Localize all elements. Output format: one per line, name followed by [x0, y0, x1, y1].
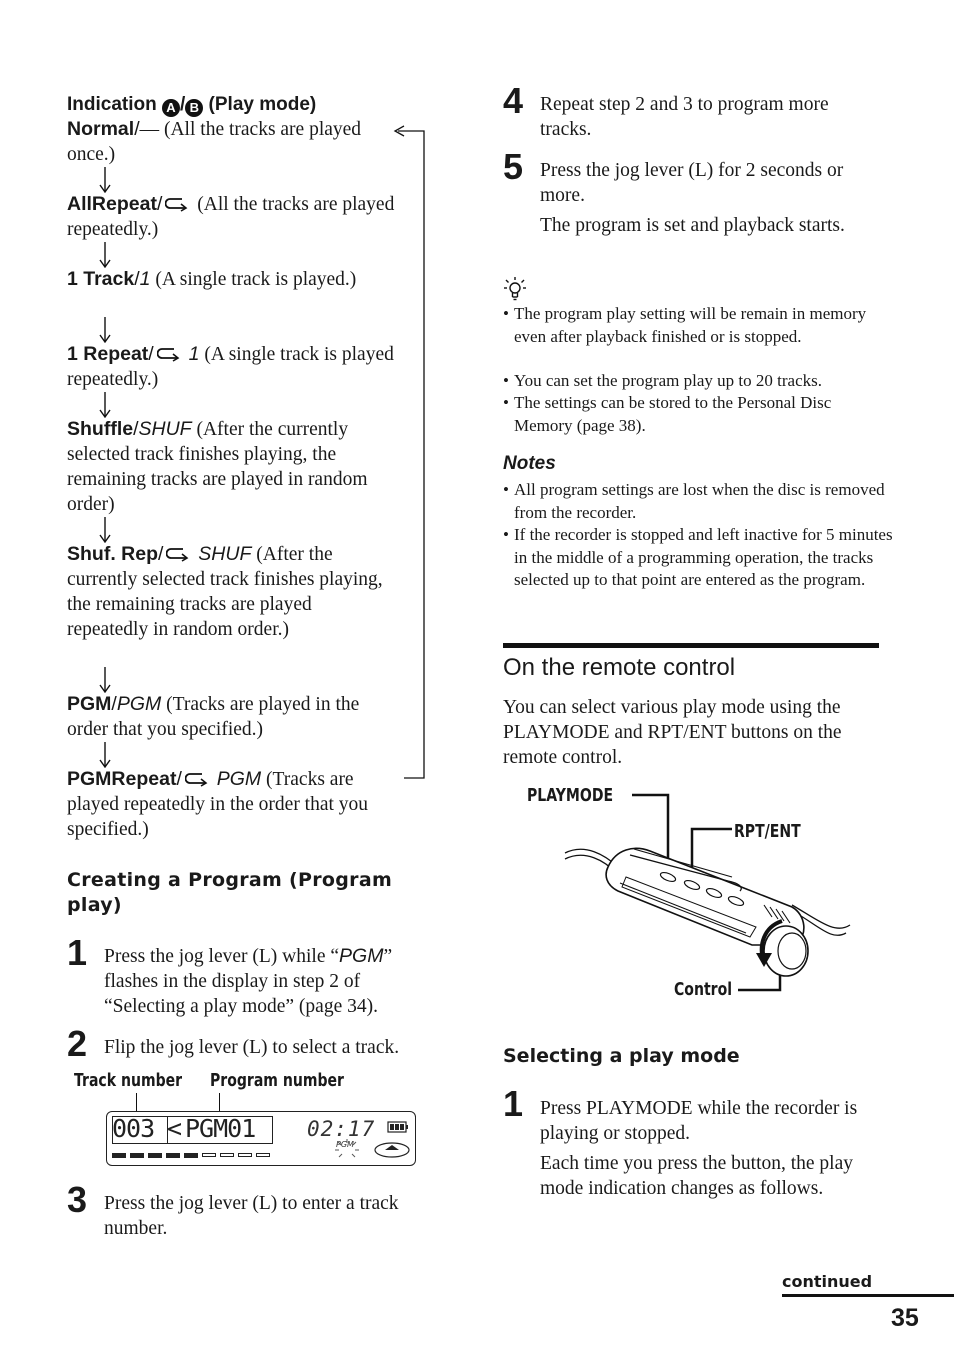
level-meter	[112, 1153, 272, 1159]
step-number: 2	[67, 1023, 88, 1064]
repeat-icon	[166, 547, 190, 562]
section-rule	[503, 643, 879, 648]
lcd-track-value: 003	[112, 1114, 155, 1143]
continued-label: continued	[782, 1272, 873, 1291]
step-text: Press the jog lever (L) to enter a track number.	[104, 1193, 399, 1239]
badge-a-icon: A	[162, 99, 180, 117]
arrow-down-icon	[98, 317, 112, 343]
mode-1-track: 1 Track/1 (A single track is played.)	[67, 268, 357, 290]
remote-intro: You can select various play mode using the PLAYMODE and RPT/ENT buttons on the remote control.	[503, 697, 842, 768]
repeat-icon	[185, 772, 209, 787]
step-text: Repeat step 2 and 3 to program more tracks.	[540, 94, 829, 140]
remote-control-illustration	[560, 785, 860, 1000]
program-number-label: Program number	[210, 1070, 344, 1091]
disc-icon	[373, 1141, 411, 1159]
creating-program-heading: Creating a Program (Program play)	[67, 869, 393, 916]
playmode-label: PLAYMODE	[527, 785, 614, 806]
footer-rule	[782, 1294, 954, 1297]
lcd-time-value: 02:17	[307, 1117, 376, 1141]
indication-heading: Indication A / B (Play mode)	[67, 94, 317, 115]
tip-item: • You can set the program play up to 20 tracks.	[503, 371, 822, 390]
mode-normal: Normal/— (All the tracks are played once.)	[67, 118, 362, 165]
note-item: • If the recorder is stopped and left inactive for 5 minutes in the middle of a programming operation, the tracks selected up to that point are entered as the program.	[503, 525, 893, 589]
lcd-chevron: <	[167, 1114, 183, 1143]
tip-lightbulb-icon	[503, 276, 527, 302]
mode-allrepeat: AllRepeat/ (All the tracks are played repeatedly.)	[67, 193, 395, 240]
step-number: 1	[503, 1083, 524, 1124]
step-text: Press PLAYMODE while the recorder is playing or stopped.	[540, 1098, 858, 1144]
repeat-icon	[165, 197, 189, 212]
step-result-text: Each time you press the button, the play mode indication changes as follows.	[540, 1153, 854, 1199]
step-number: 3	[67, 1179, 88, 1220]
rpt-ent-label: RPT/ENT	[734, 821, 801, 842]
step-text: Flip the jog lever (L) to select a track.	[104, 1037, 400, 1058]
lcd-pgm-small: PGM	[336, 1140, 354, 1149]
tip-item: • The settings can be stored to the Personal Disc Memory (page 38).	[503, 393, 832, 435]
remote-heading: On the remote control	[503, 654, 736, 681]
badge-b-icon: B	[185, 99, 203, 117]
arrow-down-icon	[98, 167, 112, 193]
page-number: 35	[891, 1304, 919, 1332]
mode-shuf-rep: Shuf. Rep/ SHUF (After the currently selected track finishes playing, the remaining tracks are played repeatedly in random order.)	[67, 543, 383, 640]
step-number: 1	[67, 932, 88, 973]
step-text: Press the jog lever (L) for 2 seconds or more.	[540, 160, 844, 206]
track-number-label: Track number	[74, 1070, 183, 1091]
arrow-down-icon	[98, 742, 112, 768]
tip-item: • The program play setting will be remain in memory even after playback finished or is stopped.	[503, 304, 867, 346]
step-result-text: The program is set and playback starts.	[540, 215, 845, 236]
lcd-display	[106, 1111, 416, 1166]
step-number: 5	[503, 146, 524, 187]
mode-pgm-repeat: PGMRepeat/ PGM (Tracks are played repeatedly in the order that you specified.)	[67, 768, 369, 840]
loop-back-arrow-icon	[392, 122, 432, 786]
battery-icon	[387, 1121, 409, 1133]
mode-shuffle: Shuffle/SHUF (After the currently selected track finishes playing, the remaining tracks are played in random order)	[67, 418, 368, 515]
control-label: Control	[674, 979, 733, 1000]
mode-pgm: PGM/PGM (Tracks are played in the order that you specified.)	[67, 693, 360, 740]
arrow-down-icon	[98, 667, 112, 693]
selecting-play-mode-heading: Selecting a play mode	[503, 1045, 740, 1067]
lcd-program-value: PGM01	[185, 1114, 256, 1143]
arrow-down-icon	[98, 517, 112, 543]
step-number: 4	[503, 80, 524, 121]
note-item: • All program settings are lost when the disc is removed from the recorder.	[503, 480, 885, 522]
repeat-icon	[157, 347, 181, 362]
notes-heading: Notes	[503, 453, 556, 474]
step-text: Press the jog lever (L) while “PGM” flashes in the display in step 2 of “Selecting a play mode” (page 34).	[104, 945, 393, 1017]
mode-1-repeat: 1 Repeat/ 1 (A single track is played repeatedly.)	[67, 343, 394, 390]
arrow-down-icon	[98, 392, 112, 418]
arrow-down-icon	[98, 242, 112, 268]
